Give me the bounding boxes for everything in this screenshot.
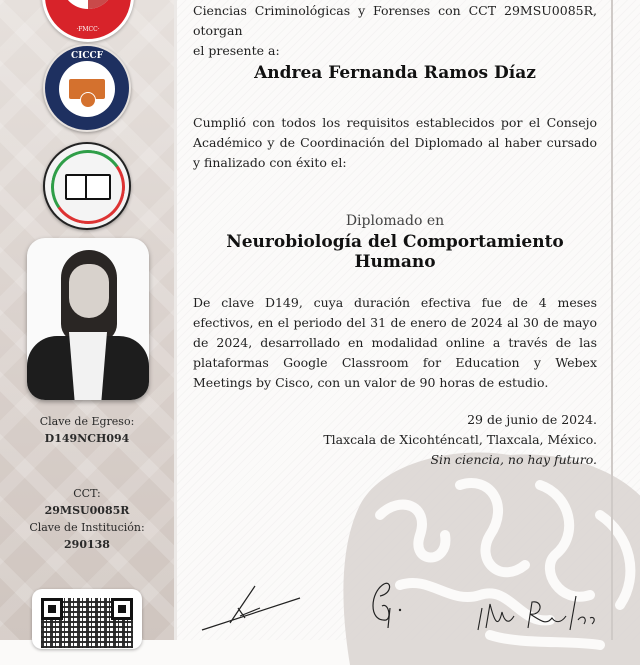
recipient-photo <box>27 238 149 400</box>
signature-1 <box>200 578 310 638</box>
scales-icon <box>85 174 87 200</box>
clave-egreso-value: D149NCH094 <box>44 432 130 445</box>
issue-place: Tlaxcala de Xicohténcatl, Tlaxcala, México. <box>323 432 597 447</box>
open-book-icon <box>65 174 111 200</box>
date-place-block <box>193 410 597 470</box>
intro-line-1: Ciencias Criminológicas y Forenses con CCT 29MSU0085R, otorgan <box>193 3 597 38</box>
clave-egreso-block <box>0 413 174 447</box>
recipient-name: Andrea Fernanda Ramos Díaz <box>254 63 536 83</box>
globe-icon <box>80 92 96 108</box>
details-text: De clave D149, cuya duración efectiva fue de 4 meses efectivos, en el periodo del 31 de enero de 2024 al 30 de mayo de 2024, desarrollado en modalidad online a través de las plataformas Google Classroom for Education y Webex Meetings by Cisco, con un valor de 90 horas de estudio. <box>193 295 597 390</box>
cct-label: CCT: <box>73 487 101 500</box>
photo-face <box>69 264 109 318</box>
ciccf-seal-title: CICCF <box>70 51 104 61</box>
qr-code[interactable] <box>32 589 142 649</box>
ciccf-seal-logo <box>43 44 131 132</box>
intro-line-2: el presente a: <box>193 43 280 58</box>
fingerprint-icon <box>88 0 115 9</box>
fulfillment-text: Cumplió con todos los requisitos establecidos por el Consejo Académico y de Coordinación del Diplomado al haber cursado y finalizado con éxito el: <box>193 115 597 170</box>
intro-text <box>193 1 597 61</box>
qr-finder-icon <box>111 598 133 620</box>
clave-institucion-label: Clave de Institución: <box>29 521 145 534</box>
signature-2 <box>362 572 422 638</box>
issue-date: 29 de junio de 2024. <box>467 412 597 427</box>
diploma-title: Neurobiología del Comportamiento Humano <box>226 232 564 272</box>
qr-finder-icon <box>41 598 63 620</box>
cct-value: 29MSU0085R <box>44 504 130 517</box>
clave-institucion-value: 290138 <box>64 538 110 551</box>
motto: Sin ciencia, no hay futuro. <box>430 452 597 467</box>
clave-egreso-label: Clave de Egreso: <box>39 415 135 428</box>
sidebar <box>0 0 174 640</box>
diploma-prefix: Diplomado en <box>345 213 445 229</box>
photo-shirt <box>69 332 107 400</box>
right-border-line <box>611 0 613 640</box>
signature-3 <box>470 590 600 640</box>
cct-block <box>0 485 174 553</box>
fmcc-seal-label: ·FMCC· <box>76 26 100 33</box>
academia-seal-logo <box>43 142 131 230</box>
fmcc-seal-logo <box>42 0 134 42</box>
